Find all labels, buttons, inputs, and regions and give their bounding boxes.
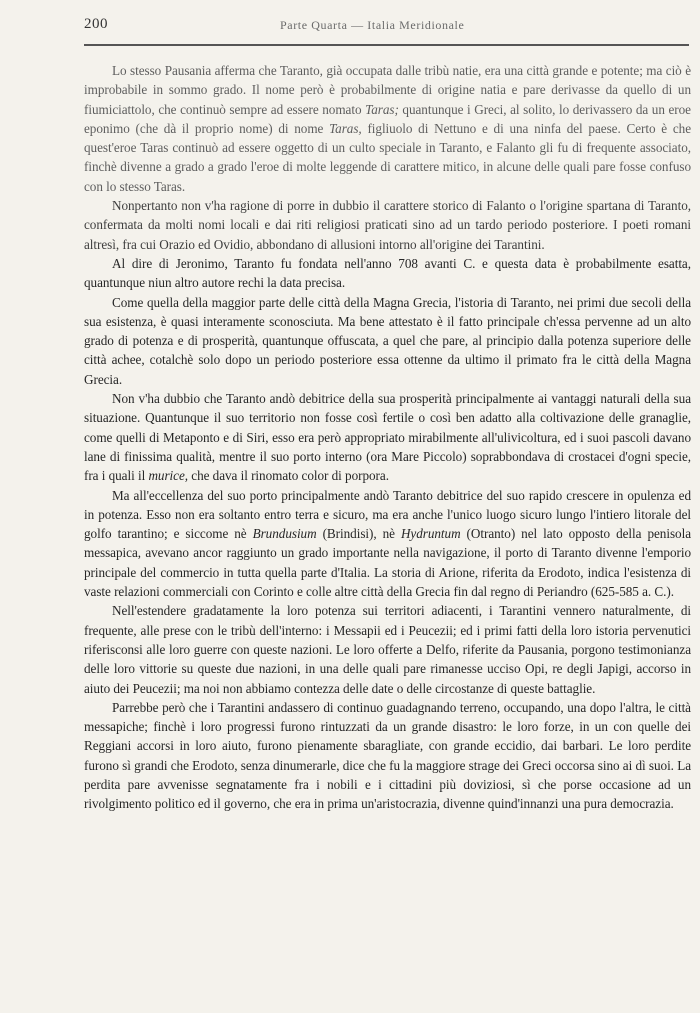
header-rule [84,44,689,46]
text-run: Parrebbe però che i Tarantini andassero di continuo guadagnando terreno, occupando, una dopo l'altra, le città messapiche; finchè i loro progressi furono rintuzzati da un grande disastro: le loro forze, in un con quelle dei Reggiani accorsi in loro aiuto, furono pienamente sbaragliate, con grande eccidio, dai barbari. Le loro perdite furono sì grandi che Erodoto, senza dinumerarle, dice che fu la maggiore strage dei Greci occorsa sino ai dì suoi. La perdita pare avvenisse segnatamente fra i nobili e i cittadini più doviziosi, sì che porse occasione ad un rivolgimento politico ed il governo, che era in prima un'aristocrazia, divenne quind'innanzi una pura democrazia. [84,699,691,812]
paragraph [84,196,691,254]
text-run: figliuolo di Nettuno e di una ninfa del paese. Certo è che quest'eroe Taras continuò ad essere oggetto di un culto speciale in Taranto, e Falanto gli fu di frequente associato, finchè divenne a grado a grado l'eroe di molte leggende di carattere mitico, in alcune delle quali pare fosse confuso con lo stesso Taras. [84,120,691,194]
italic-term: Hydruntum [400,526,461,542]
italic-term: Taras, [329,120,362,136]
paragraph [84,293,691,389]
italic-term: Taras; [365,101,399,117]
italic-term: murice, [148,468,189,484]
text-run: Nonpertanto non v'ha ragione di porre in dubbio il carattere storico di Falanto o l'origine spartana di Taranto, confermata da molti nomi locali e dai riti religiosi praticati sino ad un tardo periodo posteriore. I poeti romani altresì, fra cui Orazio ed Ovidio, abbondano di allusioni intorno all'origine dei Tarantini. [84,198,691,252]
text-run: Al dire di Jeronimo, Taranto fu fondata nell'anno 708 avanti C. e questa data è probabilmente esatta, quantunque niun altro autore rechi la data precisa. [84,255,691,291]
text-run: Lo stesso Pausania afferma che Taranto, già occupata dalle tribù natie, era una città grande e potente; ma ciò è improbabile in sommo grado. Il nome però è probabilmente di origine natia e pare derivasse da quello di un fiumiciattolo, che continuò sempre ad essere nomato [84,63,691,117]
page-number: 200 [84,16,108,32]
text-run: Non v'ha dubbio che Taranto andò debitrice della sua prosperità principalmente ai vantaggi naturali della sua situazione. Quantunque il suo territorio non fosse così fertile o così ben adatto alla coltivazione delle granaglie, come quelli di Metaponto e di Siri, esso era però appropriato mirabilmente all'ulivicoltura, ed i suoi pascoli davano lane di finissima qualità, mentre il suo porto interno (ora Mare Piccolo) soprabbondava di crostacei d'ogni specie, fra i quali il [84,391,691,484]
text-run: che dava il rinomato color di porpora. [188,468,389,484]
paragraph [84,389,691,485]
paragraph [84,254,691,293]
text-run: Come quella della maggior parte delle città della Magna Grecia, l'istoria di Taranto, nei primi due secoli della sua esistenza, è quasi interamente sconosciuta. Ma bene attestato è il fatto principale ch'essa pervenne ad un alto grado di potenza e di prosperità, quantunque offuscata, a quel che pare, al principio dalla potenza superiore delle città achee, cotalchè solo dopo un periodo posteriore essa ottenne da ultimo il primato fra le città della Magna Grecia. [84,294,691,387]
text-run: Ma all'eccellenza del suo porto principalmente andò Taranto debitrice del suo rapido crescere in opulenza ed in potenza. Esso non era soltanto entro terra e sicuro, ma era anche l'unico luogo sicuro lungo l'intiero litorale del golfo tarantino; e siccome nè [84,487,691,542]
page-header [84,16,614,36]
paragraph [84,698,691,814]
text-run: Nell'estendere gradatamente la loro potenza sui territori adiacenti, i Tarantini vennero naturalmente, di frequente, alle prese con le tribù dell'interno: i Messapii ed i Peucezii; ed i primi fatti della loro istoria pervenutici riferisconsi alle loro guerre con queste nazioni. Le loro offerte a Delfo, riferite da Pausania, porgono testimonianza delle loro vittorie su queste due nazioni, in una delle quali pare rimanesse ucciso Opi, re degli Japigi, accorso in aiuto dei Peucezii; ma noi non abbiamo contezza delle date o delle circostanze di queste battaglie. [84,603,691,696]
body-text [84,61,691,814]
paragraph [84,601,691,697]
text-run: (Otranto) nel lato opposto della penisola messapica, avevano ancor raggiunto un grado importante nella navigazione, il porto di Taranto divenne l'emporio principale del commercio in tutta quella parte d'Italia. La storia di Arione, riferita da Erodoto, indica l'esistenza di vaste relazioni commerciali con Corinto e colle altre città della Grecia fin dal regno di Periandro (625-585 a. C.). [84,526,691,600]
running-title: Parte Quarta — Italia Meridionale [280,18,465,32]
text-run: (Brindisi), nè [316,526,401,542]
paragraph [84,486,691,602]
text-run: quantunque i Greci, al solito, lo derivassero da un eroe eponimo (che dà il proprio nome) di nome [84,101,691,136]
italic-term: Brundusium [252,526,317,542]
paragraph [84,61,691,196]
